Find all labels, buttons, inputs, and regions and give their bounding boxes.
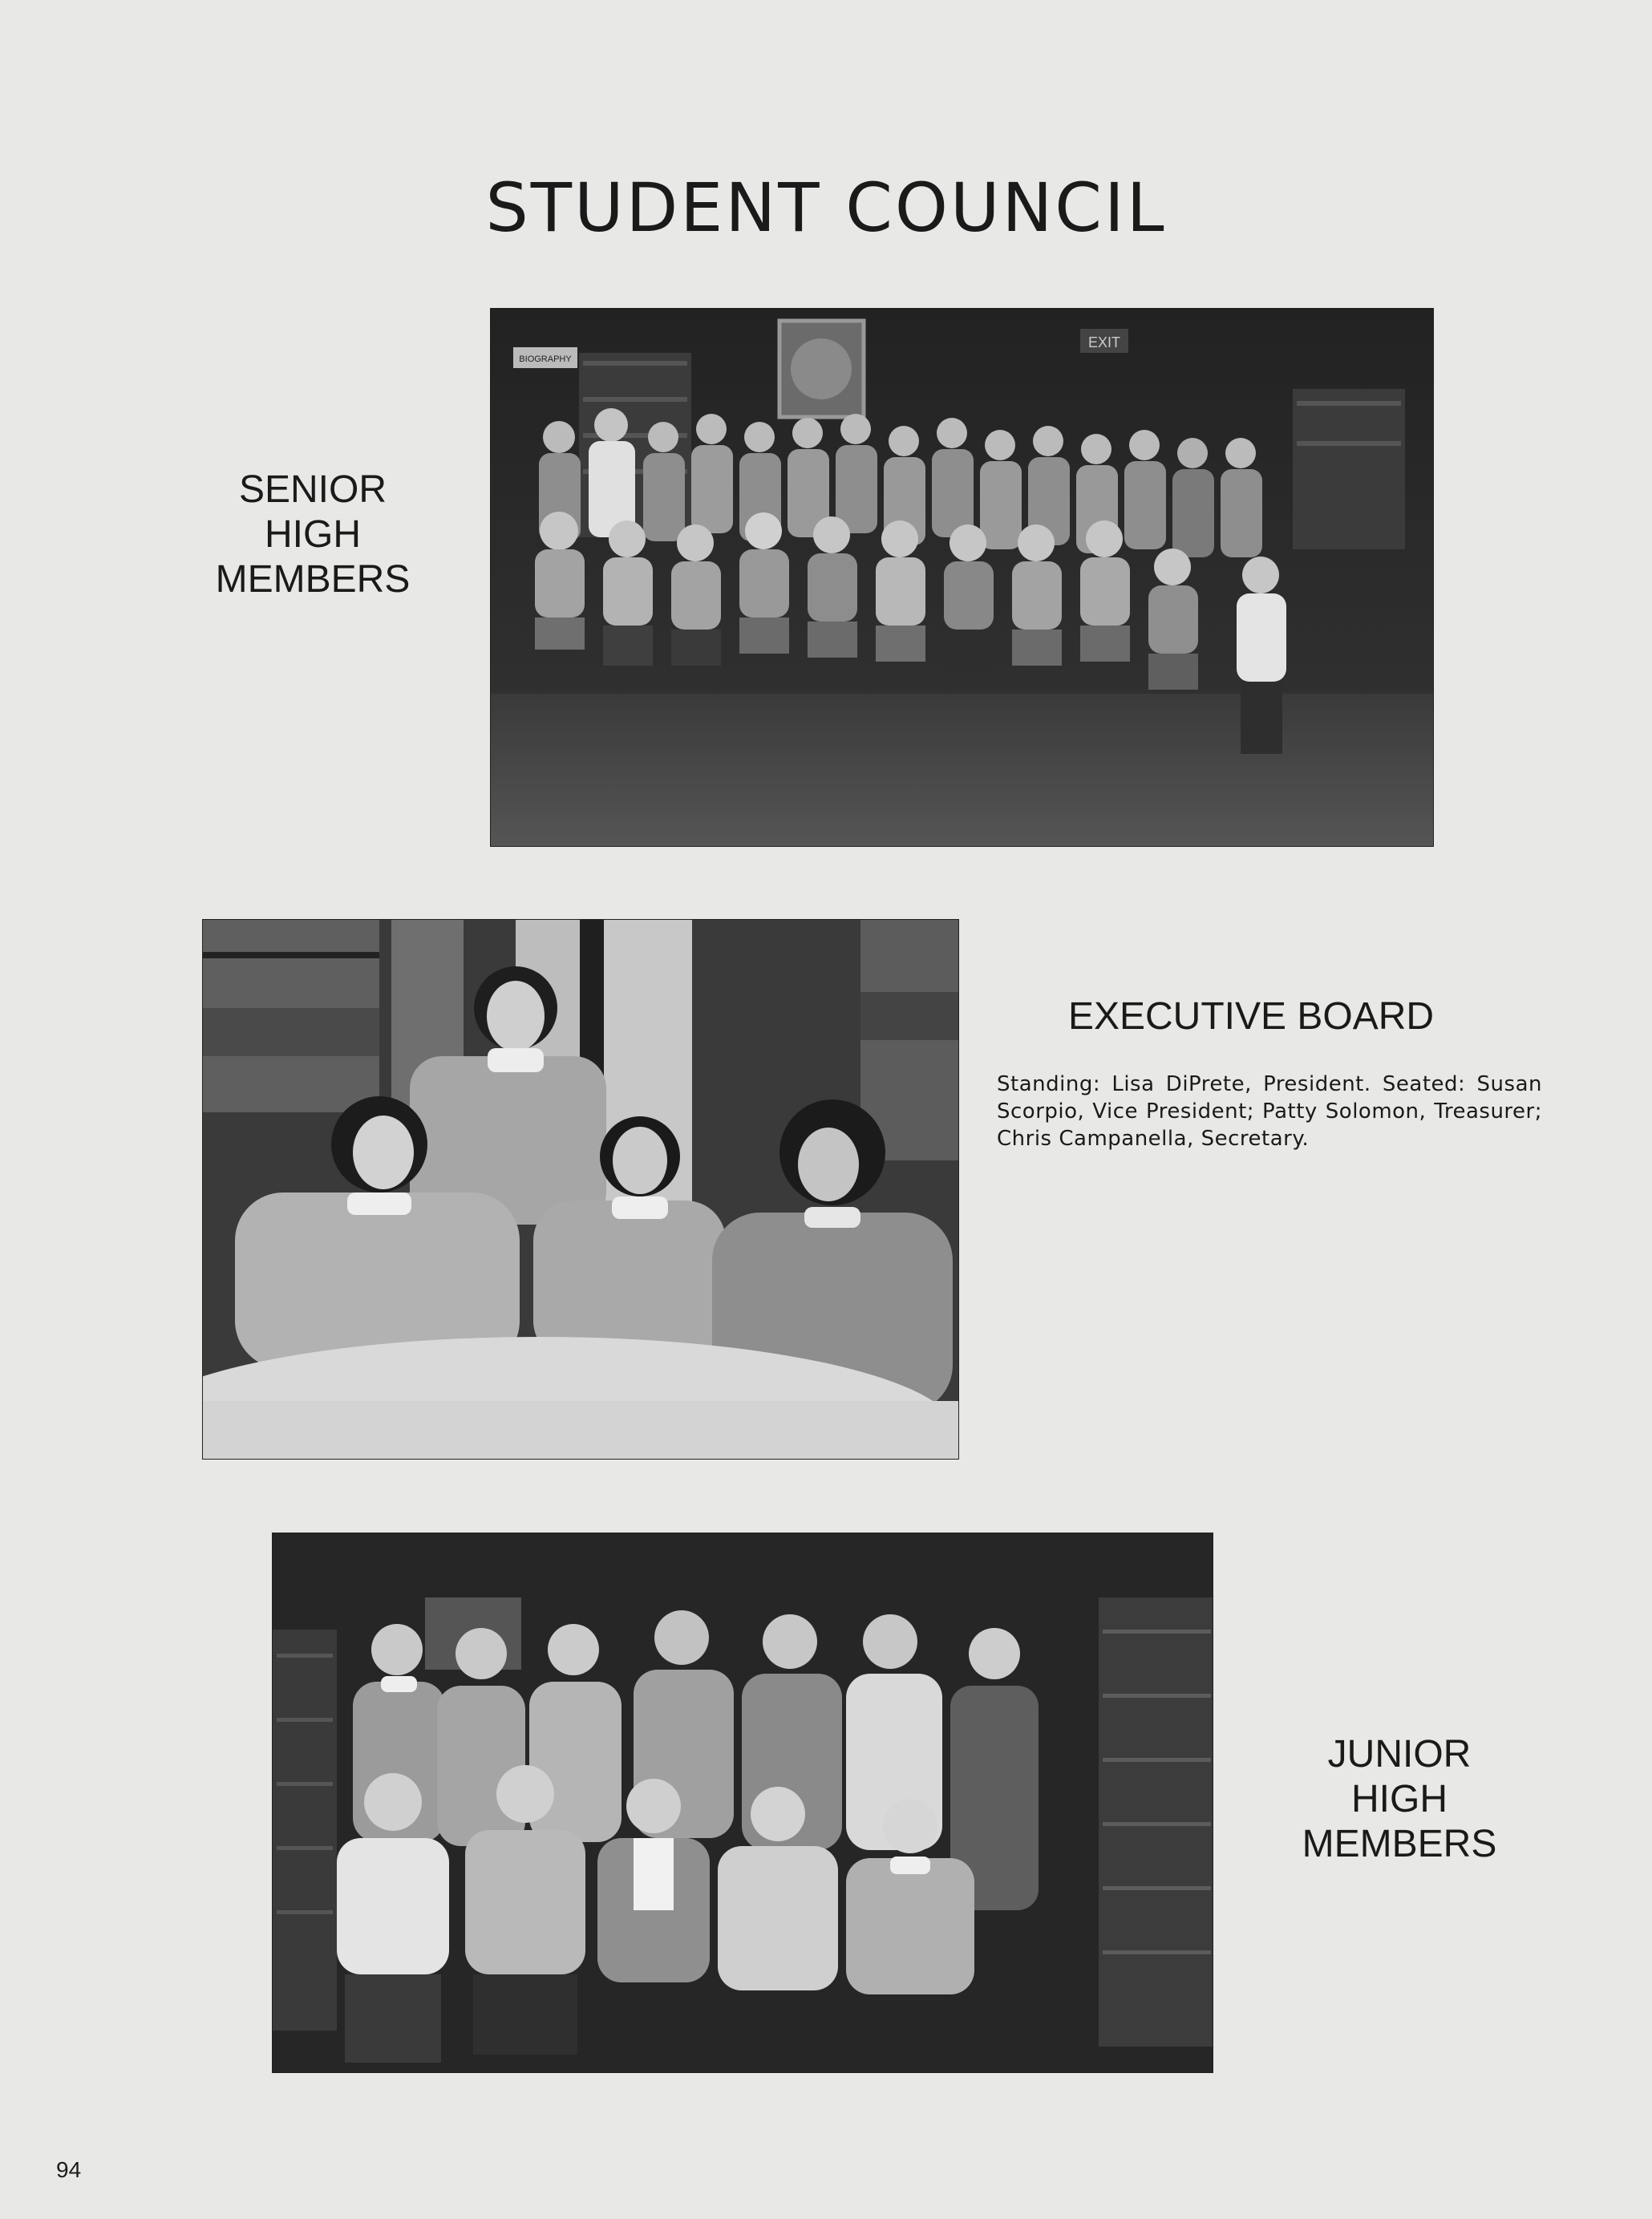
senior-high-label xyxy=(192,468,433,602)
executive-board-caption: Standing: Lisa DiPrete, President. Seated: Susan Scorpio, Vice President; Patty Solomon, Treasurer; Chris Campanella, Secretary. xyxy=(997,1072,1542,1151)
junior-high-label xyxy=(1279,1732,1520,1867)
senior-high-label-line: MEMBERS xyxy=(215,558,411,601)
exit-sign-text: EXIT xyxy=(1087,334,1121,350)
junior-high-label-line: HIGH xyxy=(1351,1778,1448,1820)
senior-high-label-line: SENIOR xyxy=(238,468,387,511)
executive-board-heading: EXECUTIVE BOARD xyxy=(1067,995,1435,1038)
junior-high-group-photo xyxy=(273,1533,1213,2072)
senior-high-group-photo xyxy=(491,309,1433,846)
biography-sign-text: BIOGRAPHY xyxy=(519,354,572,364)
junior-high-label-line: JUNIOR xyxy=(1327,1733,1472,1776)
page-title: STUDENT COUNCIL xyxy=(485,168,1167,247)
page-number: 94 xyxy=(56,2157,82,2182)
executive-board-photo xyxy=(203,920,958,1459)
junior-high-label-line: MEMBERS xyxy=(1302,1823,1497,1865)
senior-high-label-line: HIGH xyxy=(265,513,361,556)
